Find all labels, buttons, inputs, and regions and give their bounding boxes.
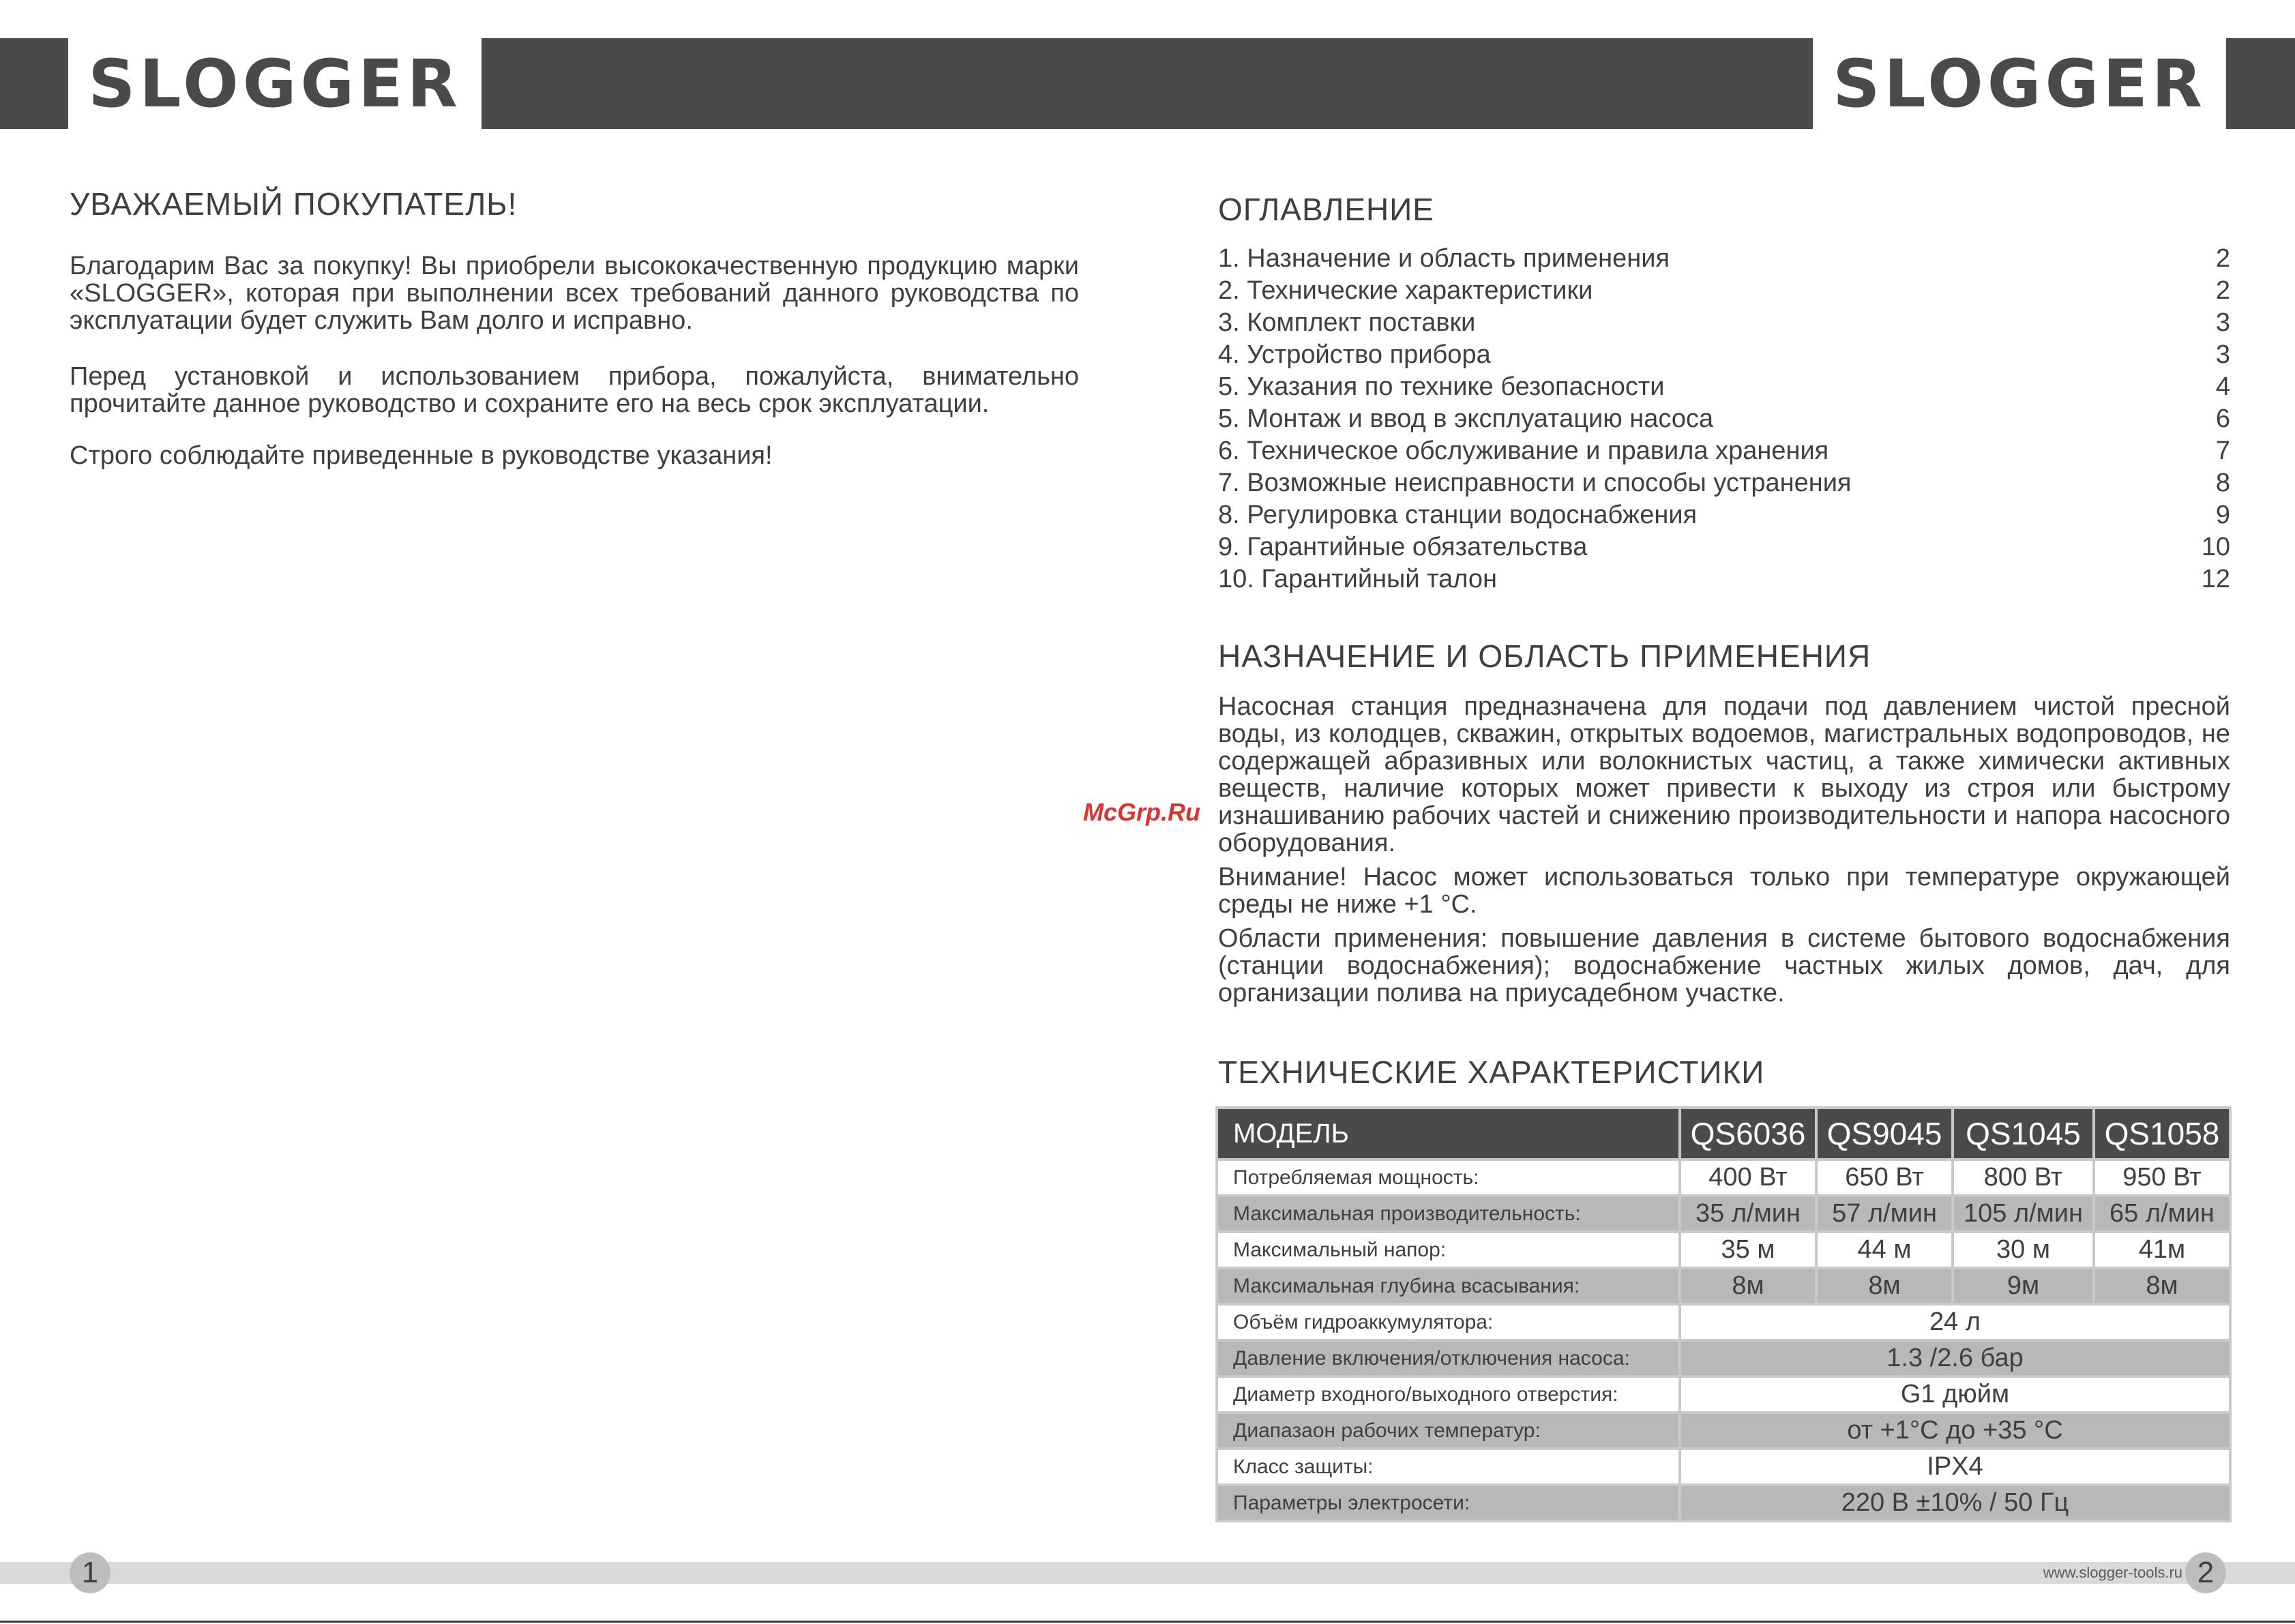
toc-item-label: 3. Комплект поставки <box>1218 308 1476 337</box>
spec-label: Потребляемая мощность: <box>1218 1161 1678 1194</box>
toc-title: ОГЛАВЛЕНИЕ <box>1218 192 1434 227</box>
spec-label: Давление включения/отключения насоса: <box>1218 1342 1678 1375</box>
purpose-paragraph-1: Насосная станция предназначена для подачи под давлением чистой пресной воды, из колодцев, скважин, открытых водоемов, магистральных водопроводов, не содержащей абразивных или волокнистых частиц, а также химически активных веществ, наличие которых может привести к выходу из строя или быстрому изнашиванию рабочих частей и снижению производительности и напора насосного оборудования. <box>1218 692 2230 857</box>
spec-value: 44 м <box>1818 1233 1951 1267</box>
page-number-left: 1 <box>70 1552 110 1593</box>
toc-item[interactable] <box>1218 531 2230 563</box>
header-bar-center <box>482 38 1813 129</box>
toc-item-page: 8 <box>2215 469 2230 497</box>
table-row <box>1218 1233 2229 1267</box>
table-row <box>1218 1161 2229 1194</box>
toc-item-label: 2. Технические характеристики <box>1218 276 1593 305</box>
spec-value: 8м <box>1681 1269 1815 1303</box>
toc-item-label: 5. Указания по технике безопасности <box>1218 372 1665 401</box>
spec-label: Диаметр входного/выходного отверстия: <box>1218 1378 1678 1411</box>
spec-value: 950 Вт <box>2095 1161 2229 1194</box>
specs-title: ТЕХНИЧЕСКИЕ ХАРАКТЕРИСТИКИ <box>1218 1054 1765 1090</box>
toc-item-label: 10. Гарантийный талон <box>1218 565 1497 593</box>
toc-item[interactable] <box>1218 275 2230 307</box>
toc-item-page: 4 <box>2215 372 2230 401</box>
toc-item[interactable] <box>1218 339 2230 371</box>
toc-item[interactable] <box>1218 243 2230 275</box>
bottom-divider <box>0 1621 2295 1623</box>
spec-value: 24 л <box>1681 1305 2229 1339</box>
specs-header-label: МОДЕЛЬ <box>1218 1109 1678 1158</box>
page-number-right: 2 <box>2185 1552 2226 1593</box>
spec-value: 41м <box>2095 1233 2229 1267</box>
toc-item-label: 6. Техническое обслуживание и правила хранения <box>1218 437 1829 465</box>
spec-value: 800 Вт <box>1954 1161 2092 1194</box>
toc-item-page: 3 <box>2215 308 2230 337</box>
spec-value: 220 В ±10% / 50 Гц <box>1681 1486 2229 1520</box>
model-header: QS1058 <box>2095 1109 2229 1158</box>
specs-header-row <box>1218 1109 2229 1158</box>
toc-item[interactable] <box>1218 499 2230 531</box>
purpose-paragraph-2: Внимание! Насос может использоваться только при температуре окружающей среды не ниже +1 °С. <box>1218 863 2230 919</box>
table-row <box>1218 1197 2229 1230</box>
table-row <box>1218 1378 2229 1411</box>
toc-item-label: 1. Назначение и область применения <box>1218 244 1670 273</box>
spec-value: 9м <box>1954 1269 2092 1303</box>
toc-item[interactable] <box>1218 403 2230 435</box>
table-row <box>1218 1414 2229 1447</box>
spec-value: 105 л/мин <box>1954 1197 2092 1230</box>
toc-item-page: 7 <box>2215 437 2230 465</box>
spec-value: 30 м <box>1954 1233 2092 1267</box>
spec-label: Объём гидроаккумулятора: <box>1218 1305 1678 1339</box>
greeting-paragraph-1: Благодарим Вас за покупку! Вы приобрели высококачественную продукцию марки «SLOGGER», которая при выполнении всех требований данного руководства по эксплуатации будет служить Вам долго и исправно. <box>70 252 1079 335</box>
toc-item-page: 2 <box>2215 276 2230 305</box>
brand-logo-left: SLOGGER <box>88 45 462 122</box>
purpose-paragraph-3: Области применения: повышение давления в системе бытового водоснабжения (станции водоснабжения); водоснабжение частных жилых домов, дач, для организации полива на приусадебном участке. <box>1218 924 2230 1007</box>
table-row <box>1218 1305 2229 1339</box>
spec-value: G1 дюйм <box>1681 1378 2229 1411</box>
table-row <box>1218 1269 2229 1303</box>
toc-item[interactable] <box>1218 435 2230 467</box>
spec-label: Максимальная глубина всасывания: <box>1218 1269 1678 1303</box>
toc-item-page: 3 <box>2215 340 2230 369</box>
spec-value: 35 м <box>1681 1233 1815 1267</box>
toc-item-label: 9. Гарантийные обязательства <box>1218 533 1588 561</box>
brand-logo-right: SLOGGER <box>1833 45 2206 122</box>
toc-item-page: 2 <box>2215 244 2230 273</box>
model-header: QS1045 <box>1954 1109 2092 1158</box>
specs-table <box>1215 1106 2232 1522</box>
header-bar-right-edge <box>2226 38 2295 129</box>
table-row <box>1218 1342 2229 1375</box>
table-row <box>1218 1486 2229 1520</box>
spec-value: IPX4 <box>1681 1450 2229 1483</box>
spec-label: Максимальный напор: <box>1218 1233 1678 1267</box>
greeting-paragraph-3: Строго соблюдайте приведенные в руководстве указания! <box>70 441 773 470</box>
toc-item[interactable] <box>1218 371 2230 403</box>
model-header: QS9045 <box>1818 1109 1951 1158</box>
purpose-title: НАЗНАЧЕНИЕ И ОБЛАСТЬ ПРИМЕНЕНИЯ <box>1218 638 1871 674</box>
toc-item[interactable] <box>1218 467 2230 499</box>
spec-label: Диапазаон рабочих температур: <box>1218 1414 1678 1447</box>
spec-value: 650 Вт <box>1818 1161 1951 1194</box>
spec-value: 8м <box>2095 1269 2229 1303</box>
spec-value: 8м <box>1818 1269 1951 1303</box>
spec-label: Параметры электросети: <box>1218 1486 1678 1520</box>
toc-item[interactable] <box>1218 307 2230 339</box>
header-bar-left-edge <box>0 38 68 129</box>
toc-item-page: 12 <box>2201 565 2230 593</box>
toc-item-page: 10 <box>2201 533 2230 561</box>
spec-value: 1.3 /2.6 бар <box>1681 1342 2229 1375</box>
spec-value: 35 л/мин <box>1681 1197 1815 1230</box>
spec-value: 65 л/мин <box>2095 1197 2229 1230</box>
model-header: QS6036 <box>1681 1109 1815 1158</box>
toc-item-label: 7. Возможные неисправности и способы устранения <box>1218 469 1852 497</box>
table-row <box>1218 1450 2229 1483</box>
footer-bar <box>0 1562 2295 1584</box>
website-link[interactable]: www.slogger-tools.ru <box>2043 1564 2182 1581</box>
spec-value: 400 Вт <box>1681 1161 1815 1194</box>
table-of-contents <box>1218 243 2230 595</box>
spec-value: 57 л/мин <box>1818 1197 1951 1230</box>
greeting-paragraph-2: Перед установкой и использованием прибора, пожалуйста, внимательно прочитайте данное руководство и сохраните его на весь срок эксплуатации. <box>70 362 1079 418</box>
spec-label: Класс защиты: <box>1218 1450 1678 1483</box>
toc-item-page: 6 <box>2215 404 2230 433</box>
spec-value: от +1°С до +35 °С <box>1681 1414 2229 1447</box>
toc-item-label: 8. Регулировка станции водоснабжения <box>1218 501 1698 529</box>
toc-item-page: 9 <box>2215 501 2230 529</box>
watermark: McGrp.Ru <box>1083 798 1201 826</box>
toc-item-label: 4. Устройство прибора <box>1218 340 1491 369</box>
spec-label: Максимальная производительность: <box>1218 1197 1678 1230</box>
toc-item-label: 5. Монтаж и ввод в эксплуатацию насоса <box>1218 404 1714 433</box>
toc-item[interactable] <box>1218 563 2230 595</box>
greeting-title: УВАЖАЕМЫЙ ПОКУПАТЕЛЬ! <box>70 186 518 222</box>
